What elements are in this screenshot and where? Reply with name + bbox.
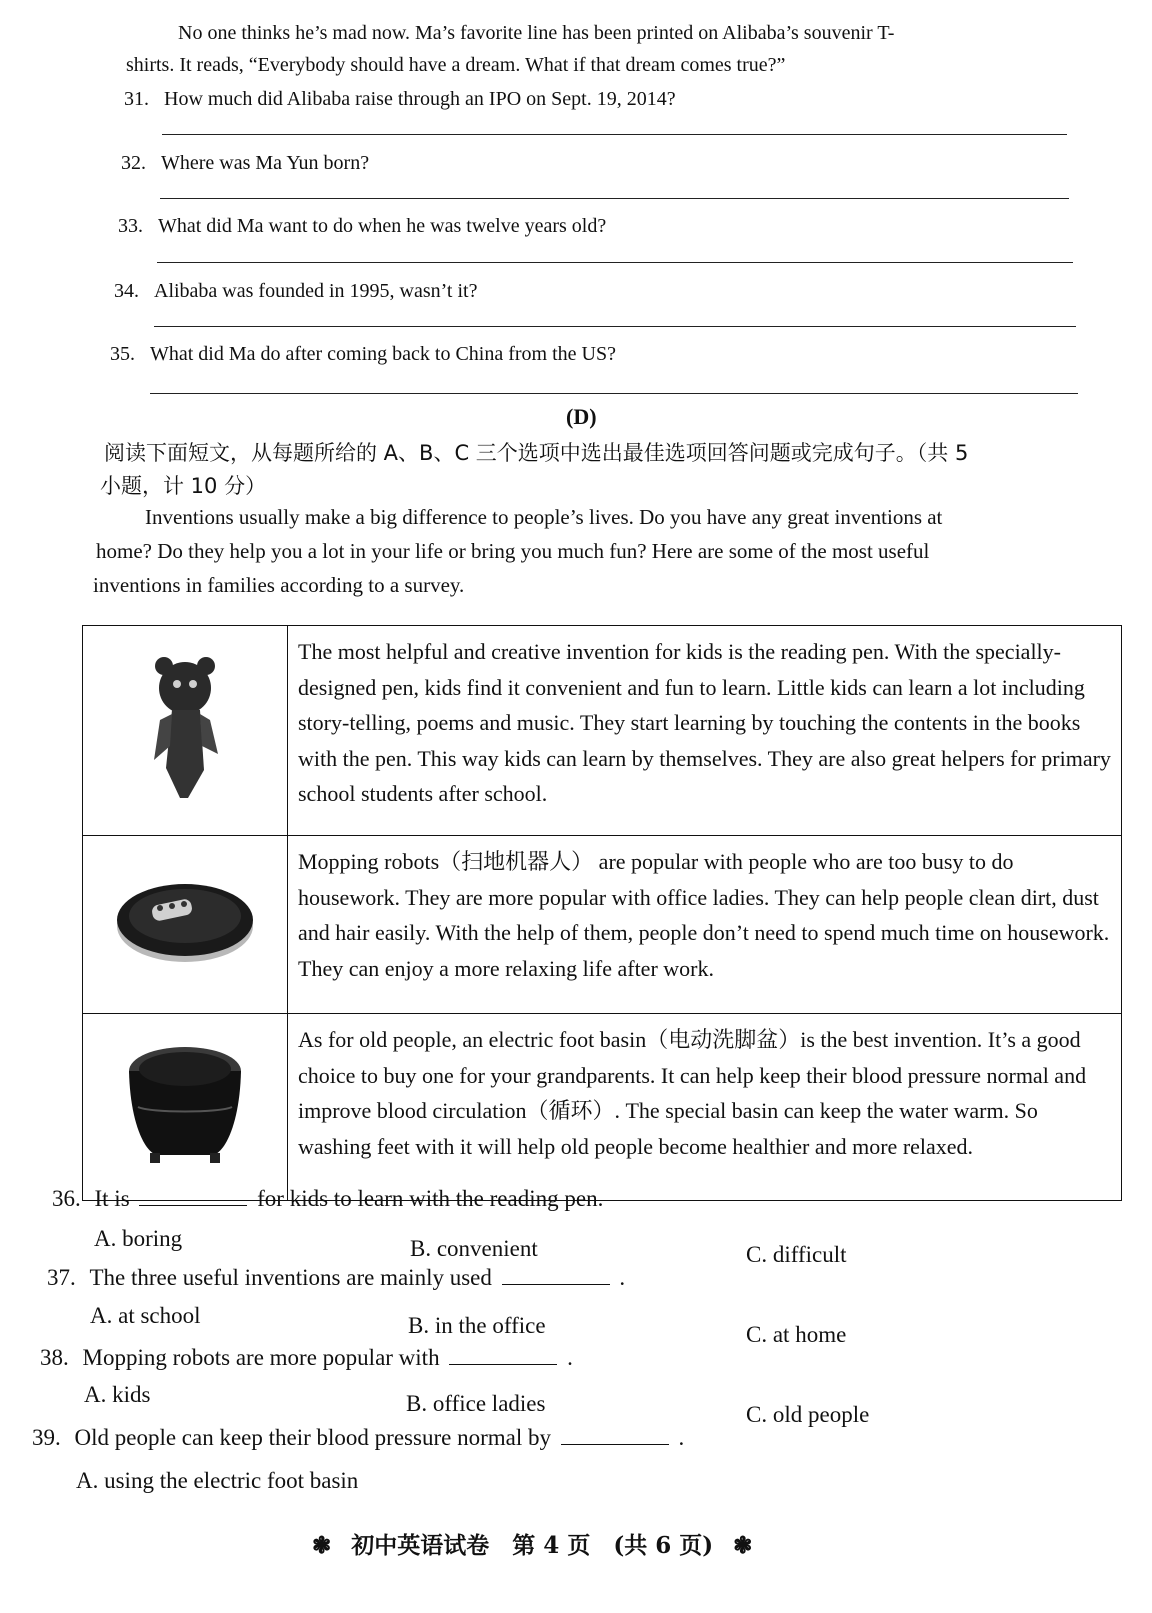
question-stem-after: for kids to learn with the reading pen.	[257, 1186, 604, 1211]
option-a[interactable]: A. using the electric foot basin	[76, 1468, 359, 1493]
answer-line-31[interactable]	[162, 134, 1067, 135]
question-stem-before: Mopping robots are more popular with	[82, 1345, 440, 1370]
question-number: 33.	[118, 215, 143, 237]
invention-image-cell	[83, 1014, 288, 1201]
question-number: 35.	[110, 343, 135, 365]
page-footer	[312, 1527, 752, 1560]
invention-text: As for old people, an electric foot basin（电动洗脚盆）is the best invention. It’s a good choice to buy one for your grandparents. It can help keep their blood pressure normal and improve blood circulation（循环）. The special basin can keep the water warm. So washing feet with it will help old people become healthier and more relaxed.	[288, 1014, 1122, 1201]
question-34	[114, 280, 477, 303]
invention-image-cell	[83, 626, 288, 836]
passage-line-1: Inventions usually make a big difference to people’s lives. Do you have any great inventions at	[145, 505, 943, 529]
answer-blank[interactable]	[502, 1283, 610, 1285]
intro-line-1: No one thinks he’s mad now. Ma’s favorite line has been printed on Alibaba’s souvenir T-	[178, 22, 895, 44]
question-text: Where was Ma Yun born?	[161, 152, 370, 174]
question-number: 34.	[114, 280, 139, 302]
question-stem-after: .	[678, 1425, 685, 1450]
invention-text: The most helpful and creative invention for kids is the reading pen. With the specially-designed pen, kids find it convenient and fun to learn. Little kids can learn a lot including story-telling, poems and music. They start learning by touching the contents in the books with the pen. This way kids can learn by themselves. They are also great helpers for primary school students after school.	[288, 626, 1122, 836]
question-stem-before: It is	[94, 1186, 130, 1211]
question-31	[124, 88, 676, 111]
footer-text: 初中英语试卷 第 4 页 (共 6 页)	[351, 1532, 714, 1559]
question-text: How much did Alibaba raise through an IPO on Sept. 19, 2014?	[164, 88, 676, 110]
question-32	[121, 152, 369, 175]
answer-blank[interactable]	[561, 1443, 669, 1445]
question-number: 31.	[124, 88, 149, 110]
option-a[interactable]: A. boring	[94, 1226, 183, 1251]
option-b[interactable]: B. office ladies	[406, 1391, 546, 1416]
question-33	[118, 215, 606, 238]
answer-blank[interactable]	[449, 1363, 557, 1365]
question-text: What did Ma want to do when he was twelve years old?	[158, 215, 607, 237]
question-text: Alibaba was founded in 1995, wasn’t it?	[154, 280, 478, 302]
question-35	[110, 343, 616, 366]
passage-line-2: home? Do they help you a lot in your life or bring you much fun? Here are some of the most useful	[96, 539, 930, 563]
intro-line-2: shirts. It reads, “Everybody should have a dream. What if that dream comes true?”	[126, 54, 786, 76]
passage-line-3: inventions in families according to a survey.	[93, 573, 465, 597]
instruction-line-1: 阅读下面短文，从每题所给的 A、B、C 三个选项中选出最佳选项回答问题或完成句子。（共 5	[104, 441, 969, 465]
invention-row-mopping-robot	[83, 836, 1122, 1014]
option-b[interactable]: B. convenient	[410, 1236, 538, 1261]
section-heading: (D)	[566, 404, 597, 429]
reading-pen-image	[130, 650, 240, 800]
question-number: 32.	[121, 152, 146, 174]
question-number: 36.	[52, 1186, 81, 1211]
invention-row-reading-pen	[83, 626, 1122, 836]
question-text: What did Ma do after coming back to China from the US?	[150, 343, 616, 365]
invention-image-cell	[83, 836, 288, 1014]
question-37	[47, 1265, 625, 1291]
footer-decor-right-icon: ❃	[733, 1532, 753, 1559]
answer-line-33[interactable]	[157, 262, 1073, 263]
question-39	[32, 1425, 684, 1451]
question-stem-before: The three useful inventions are mainly used	[89, 1265, 492, 1290]
question-number: 38.	[40, 1345, 69, 1370]
answer-line-32[interactable]	[160, 198, 1069, 199]
option-c[interactable]: C. at home	[746, 1322, 847, 1347]
answer-blank[interactable]	[139, 1204, 247, 1206]
question-number: 37.	[47, 1265, 76, 1290]
invention-row-foot-basin	[83, 1014, 1122, 1201]
foot-basin-image	[120, 1037, 250, 1167]
question-stem-after: .	[619, 1265, 626, 1290]
option-a[interactable]: A. at school	[90, 1303, 201, 1328]
answer-line-35[interactable]	[150, 393, 1078, 394]
question-38	[40, 1345, 573, 1371]
question-number: 39.	[32, 1425, 61, 1450]
question-stem-after: .	[567, 1345, 573, 1370]
invention-text: Mopping robots（扫地机器人） are popular with people who are too busy to do housework. They are more popular with office ladies. They can help people clean dirt, dust and hair easily. With the help of them, people don’t need to spend much time on housework. They can enjoy a more relaxing life after work.	[288, 836, 1122, 1014]
option-c[interactable]: C. old people	[746, 1402, 870, 1427]
option-b[interactable]: B. in the office	[408, 1313, 546, 1338]
answer-line-34[interactable]	[154, 326, 1076, 327]
mopping-robot-image	[110, 864, 260, 974]
footer-decor-left-icon: ❃	[312, 1532, 332, 1559]
question-36	[52, 1186, 603, 1212]
option-a[interactable]: A. kids	[84, 1382, 151, 1407]
option-c[interactable]: C. difficult	[746, 1242, 847, 1267]
inventions-table	[82, 625, 1122, 1201]
instruction-line-2: 小题，计 10 分）	[100, 474, 267, 498]
question-stem-before: Old people can keep their blood pressure normal by	[74, 1425, 551, 1450]
